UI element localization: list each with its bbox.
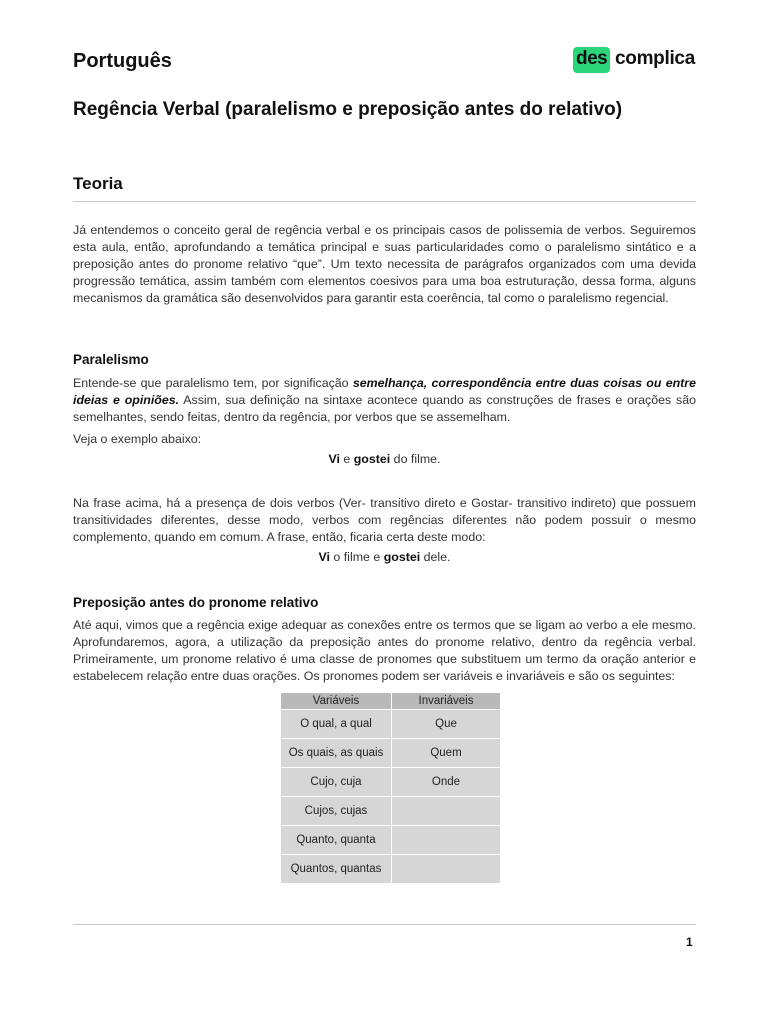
table-cell: Os quais, as quais	[281, 739, 392, 768]
table-header-row	[281, 693, 501, 710]
document-page	[73, 0, 696, 1024]
subject-title: Português	[73, 50, 172, 72]
table-row	[281, 710, 501, 739]
table-cell: Que	[392, 710, 501, 739]
verb-vi: Vi	[328, 452, 340, 466]
emphasis-text: semelhança, correspondência entre duas coisas ou entre ideias e opiniões.	[73, 376, 696, 407]
header-invariaveis: Invariáveis	[392, 693, 501, 710]
example-text: o filme e	[329, 550, 384, 564]
paralelismo-paragraph-1	[73, 375, 696, 426]
example-sentence-1	[73, 452, 696, 466]
table-cell	[392, 826, 501, 855]
table-cell	[392, 855, 501, 884]
paragraph-text: Entende-se que paralelismo tem, por significação	[73, 376, 353, 390]
header-variaveis: Variáveis	[281, 693, 392, 710]
logo-text: complica	[615, 48, 695, 69]
table-cell: Quantos, quantas	[281, 855, 392, 884]
table-cell: O qual, a qual	[281, 710, 392, 739]
preposicao-paragraph: Até aqui, vimos que a regência exige adequar as conexões entre os termos que se ligam ao verbo a ele mesmo. Aprofundaremos, agora, a utilização da preposição antes do pronome relativo, dentro da regência verbal. Primeiramente, um pronome relativo é uma classe de pronomes que substituem um termo da oração anterior e estabelecem relação entre duas orações. Os pronomes podem ser variáveis e invariáveis e são os seguintes:	[73, 618, 696, 683]
paralelismo-paragraph-3: Na frase acima, há a presença de dois verbos (Ver- transitivo direto e Gostar- transitivo indireto) que possuem transitividades diferentes, desse modo, verbos com regências diferentes não podem possuir o mesmo complemento, quando em comum. A frase, então, ficaria certa deste modo:	[73, 496, 696, 544]
paralelismo-paragraph-2: Veja o exemplo abaixo:	[73, 432, 202, 446]
intro-paragraph: Já entendemos o conceito geral de regência verbal e os principais casos de polissemia de verbos. Seguiremos esta aula, então, aprofundando a temática principal e suas particularidades como o paralelismo sintático e a preposição antes do pronome relativo “que”. Um texto necessita de parágrafos organizados com uma devida progressão temática, assim também com elementos coesivos para uma boa estruturação, dessa forma, alguns mecanismos da gramática são desenvolvidos para garantir esta coerência, tal como o paralelismo regencial.	[73, 223, 696, 305]
table-row	[281, 855, 501, 884]
page-title: Regência Verbal (paralelismo e preposição antes do relativo)	[73, 99, 623, 120]
table-cell: Cujo, cuja	[281, 768, 392, 797]
table-row	[281, 768, 501, 797]
page-number: 1	[686, 935, 693, 949]
example-text: dele.	[420, 550, 451, 564]
section-divider	[73, 201, 696, 202]
example-text: e	[339, 452, 354, 466]
logo-badge: des	[573, 47, 610, 73]
table-cell: Cujos, cujas	[281, 797, 392, 826]
table-row	[281, 797, 501, 826]
preposicao-heading: Preposição antes do pronome relativo	[73, 595, 319, 610]
descomplica-logo	[573, 45, 695, 75]
section-heading: Teoria	[73, 174, 123, 193]
example-text: do filme.	[390, 452, 441, 466]
relative-pronouns-table	[280, 692, 501, 884]
verb-gostei: gostei	[383, 550, 421, 564]
table-cell: Quanto, quanta	[281, 826, 392, 855]
table-cell: Quem	[392, 739, 501, 768]
table-row	[281, 826, 501, 855]
verb-gostei: gostei	[353, 452, 391, 466]
footer-divider	[73, 924, 696, 925]
table-row	[281, 739, 501, 768]
paralelismo-heading: Paralelismo	[73, 352, 149, 367]
table-cell	[392, 797, 501, 826]
table-cell: Onde	[392, 768, 501, 797]
example-sentence-2	[73, 550, 696, 564]
paragraph-text: Assim, sua definição na sintaxe acontece quando as construções de frases e orações são semelhantes, sendo feitas, dentro da regência, por verbos que se assemelham.	[73, 393, 696, 424]
verb-vi: Vi	[318, 550, 330, 564]
